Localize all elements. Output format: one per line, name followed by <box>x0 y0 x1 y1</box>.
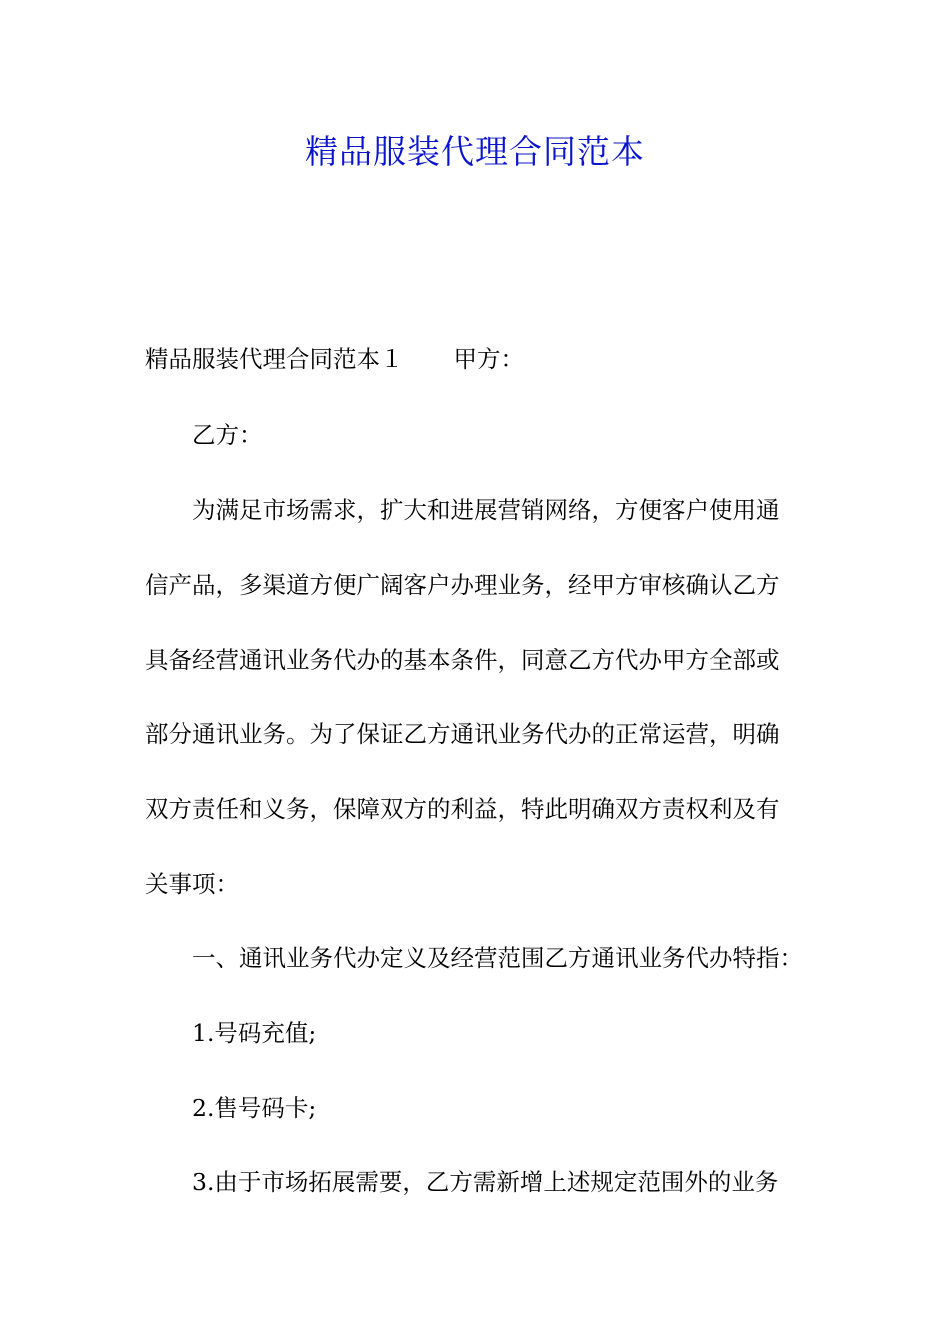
list-item: 2.售号码卡; <box>192 1094 317 1122</box>
list-item: 3.由于市场拓展需要，乙方需新增上述规定范围外的业务 <box>192 1168 779 1196</box>
subtitle: 精品服装代理合同范本１ <box>145 345 404 373</box>
list-item: 1.号码充值; <box>192 1019 317 1047</box>
party-b-label: 乙方： <box>192 421 263 449</box>
paragraph-line: 信产品，多渠道方便广阔客户办理业务，经甲方审核确认乙方 <box>145 571 780 599</box>
section-heading: 一、通讯业务代办定义及经营范围乙方通讯业务代办特指： <box>192 944 803 972</box>
document-title: 精品服装代理合同范本 <box>305 132 645 171</box>
paragraph-line: 双方责任和义务，保障双方的利益，特此明确双方责权利及有 <box>145 795 780 823</box>
paragraph-line: 为满足市场需求，扩大和进展营销网络，方便客户使用通 <box>192 496 780 524</box>
paragraph-line: 部分通讯业务。为了保证乙方通讯业务代办的正常运营，明确 <box>145 720 780 748</box>
paragraph-line: 关事项： <box>145 870 239 898</box>
subtitle-line <box>145 343 815 375</box>
party-a-label: 甲方： <box>453 345 524 373</box>
paragraph-line: 具备经营通讯业务代办的基本条件，同意乙方代办甲方全部或 <box>145 646 780 674</box>
